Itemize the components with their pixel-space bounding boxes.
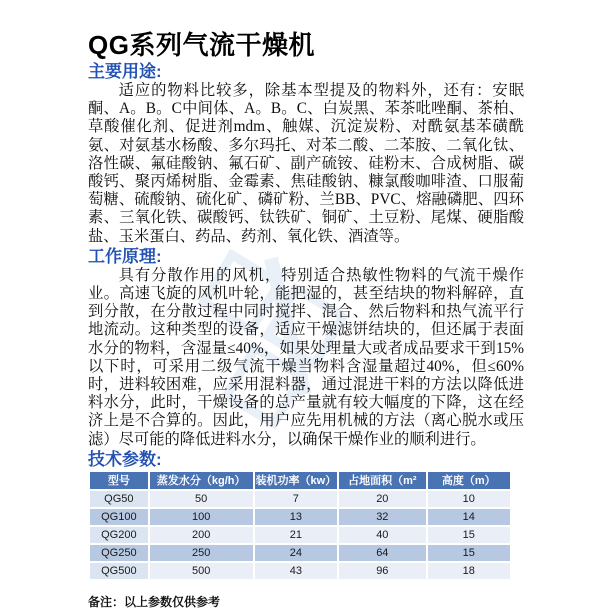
table-cell: 21 [255, 527, 337, 543]
table-cell: QG50 [90, 491, 148, 507]
table-cell: QG250 [90, 545, 148, 561]
section-heading-usage: 主要用途: [88, 62, 162, 81]
table-cell: 7 [255, 491, 337, 507]
spec-table-header [90, 472, 510, 489]
table-cell: 250 [150, 545, 253, 561]
table-cell: 40 [339, 527, 426, 543]
table-row [90, 563, 510, 579]
table-cell: QG500 [90, 563, 148, 579]
table-cell: 20 [339, 491, 426, 507]
column-header-area: 占地面积（m² [339, 472, 426, 489]
table-cell: 13 [255, 509, 337, 525]
table-cell: 15 [428, 527, 510, 543]
page-title: QG系列气流干燥机 [88, 30, 315, 60]
table-cell: 96 [339, 563, 426, 579]
principle-paragraph: 具有分散作用的风机，特别适合热敏性物料的气流干燥作业。高速飞旋的风机叶轮，能把湿的，甚至结块的物料解碎，直到分散，在分散过程中同时搅拌、混合、然后物料和热气流平行地流动。这种类型的设备，适应干燥滤饼结块的，但还属于表面水分的物料，含湿量≤40%，如果处理量大或者成品要求干到15%以下时，可采用二级气流干燥当物料含湿量超过40%，但≤60%时，进料较困难，应采用混料器，通过混进干料的方法以降低进料水分，此时，干燥设备的总产量就有较大幅度的下降，这在经济上是不合算的。因此，用户应先用机械的方法（离心脱水或压滤）尽可能的降低进料水分，以确保干燥作业的顺利进行。 [88, 266, 524, 448]
table-cell: QG200 [90, 527, 148, 543]
table-header-row [90, 472, 510, 489]
table-cell: 32 [339, 509, 426, 525]
table-cell: 24 [255, 545, 337, 561]
column-header-power: 装机功率（kw） [255, 472, 337, 489]
table-cell: 18 [428, 563, 510, 579]
table-cell: QG100 [90, 509, 148, 525]
table-cell: 50 [150, 491, 253, 507]
table-cell: 15 [428, 545, 510, 561]
table-row [90, 491, 510, 507]
column-header-model: 型号 [90, 472, 148, 489]
table-row [90, 527, 510, 543]
table-cell: 100 [150, 509, 253, 525]
table-cell: 43 [255, 563, 337, 579]
table-cell: 200 [150, 527, 253, 543]
table-row [90, 545, 510, 561]
usage-paragraph: 适应的物料比较多，除基本型提及的物料外，还有：安眠酮、A。B。C中间体、A。B。C、白炭黑、苯茶吡唑酮、茶柏、草酸催化剂、促进剂mdm、触媒、沉淀炭粉、对酰氨基苯磺酰氨、对氨基水杨酸、多尔玛托、对苯二酸、二苯胺、二氧化钛、洛性碳、氟硅酸钠、氟石矿、副产硫铵、硅粉末、合成树脂、碳酸钙、聚丙烯树脂、金霉素、焦硅酸钠、糠氯酸咖啡渣、口服葡萄糖、硫酸钠、硫化矿、磷矿粉、兰BB、PVC、熔融磷肥、四环素、三氧化铁、碳酸钙、钛铁矿、铜矿、土豆粉、尾煤、硬脂酸盐、玉米蛋白、药品、药剂、氧化铁、酒渣等。 [88, 82, 524, 245]
column-header-height: 高度（m） [428, 472, 510, 489]
spec-table [88, 470, 512, 581]
table-cell: 10 [428, 491, 510, 507]
footer-note: 备注：以上参数仅供参考 [88, 594, 221, 609]
section-heading-specs: 技术参数: [88, 449, 162, 469]
spec-table-body [90, 491, 510, 579]
table-cell: 64 [339, 545, 426, 561]
table-cell: 14 [428, 509, 510, 525]
table-cell: 500 [150, 563, 253, 579]
table-row [90, 509, 510, 525]
column-header-evaporation: 蒸发水分（kg/h） [150, 472, 253, 489]
section-heading-principle: 工作原理: [88, 246, 162, 266]
